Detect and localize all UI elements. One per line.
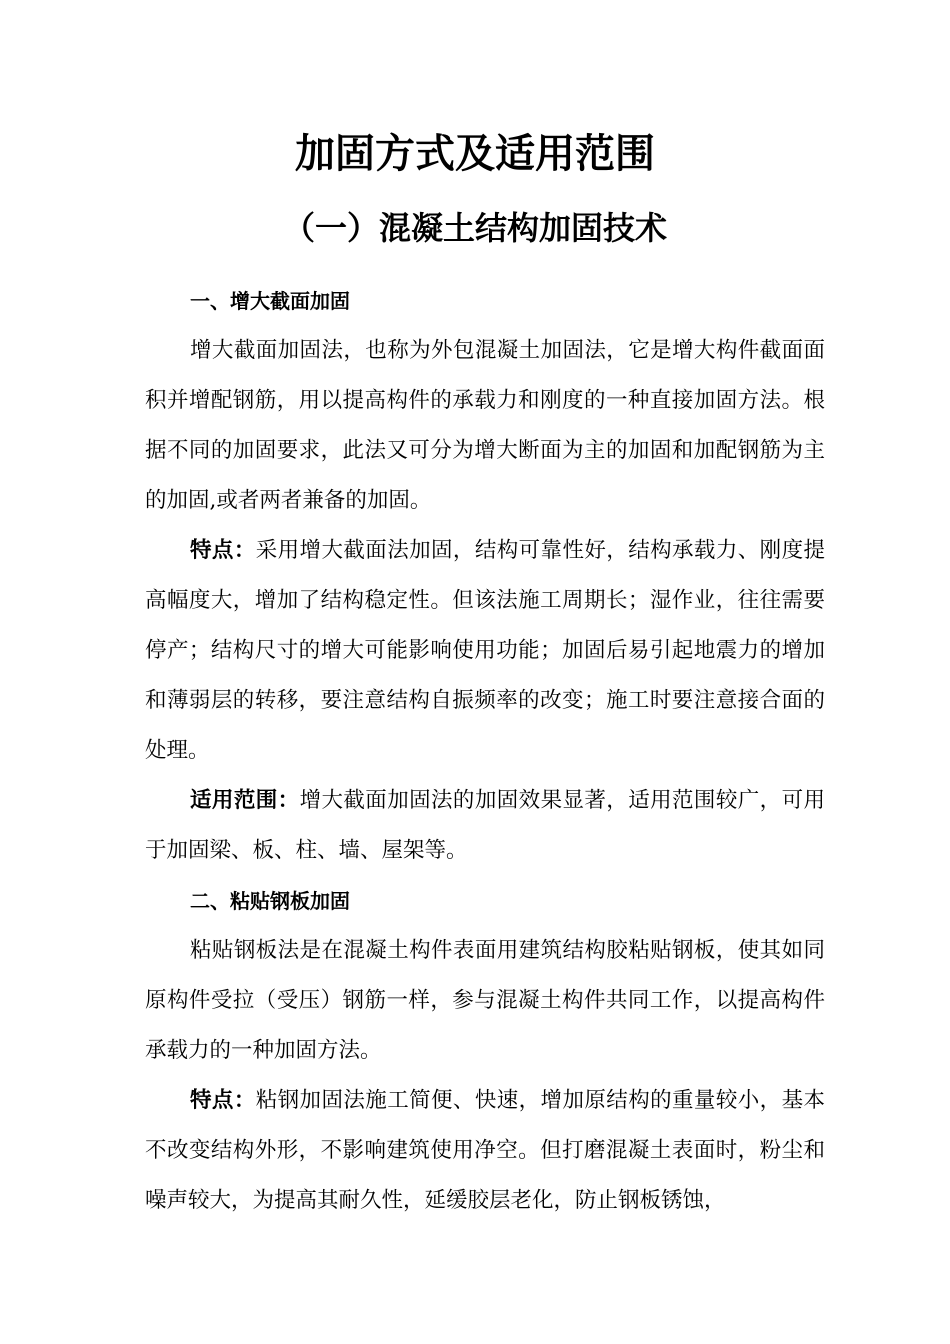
features-paragraph	[145, 526, 825, 776]
features-label: 特点：	[190, 1088, 256, 1113]
scope-label: 适用范围：	[190, 788, 300, 813]
section-heading: 二、粘贴钢板加固	[190, 889, 350, 913]
section-intro-paragraph: 增大截面加固法，也称为外包混凝土加固法，它是增大构件截面面积并增配钢筋，用以提高构件的承载力和刚度的一种直接加固方法。根据不同的加固要求，此法又可分为增大断面为主的加固和加配钢筋为主的加固,或者两者兼备的加固。	[145, 338, 825, 513]
features-label: 特点：	[190, 538, 256, 563]
document-body	[145, 276, 825, 1226]
document-title: 加固方式及适用范围	[295, 130, 655, 177]
scope-text: 增大截面加固法的加固效果显著，适用范围较广，可用于加固梁、板、柱、墙、屋架等。	[145, 788, 825, 863]
section-bonded-steel-plate	[145, 876, 825, 1226]
features-paragraph	[145, 1076, 825, 1226]
section-intro-paragraph: 粘贴钢板法是在混凝土构件表面用建筑结构胶粘贴钢板，使其如同原构件受拉（受压）钢筋一样，参与混凝土构件共同工作，以提高构件承载力的一种加固方法。	[145, 938, 825, 1063]
features-text: 粘钢加固法施工简便、快速，增加原结构的重量较小，基本不改变结构外形，不影响建筑使用净空。但打磨混凝土表面时，粉尘和噪声较大，为提高其耐久性，延缓胶层老化，防止钢板锈蚀，	[145, 1088, 825, 1213]
section-heading: 一、增大截面加固	[190, 289, 350, 313]
features-text: 采用增大截面法加固，结构可靠性好，结构承载力、刚度提高幅度大，增加了结构稳定性。但该法施工周期长；湿作业，往往需要停产；结构尺寸的增大可能影响使用功能；加固后易引起地震力的增加和薄弱层的转移，要注意结构自振频率的改变；施工时要注意接合面的处理。	[145, 538, 825, 763]
scope-paragraph	[145, 776, 825, 876]
section-enlarged-section	[145, 276, 825, 876]
document-subtitle: （一）混凝土结构加固技术	[282, 209, 667, 247]
